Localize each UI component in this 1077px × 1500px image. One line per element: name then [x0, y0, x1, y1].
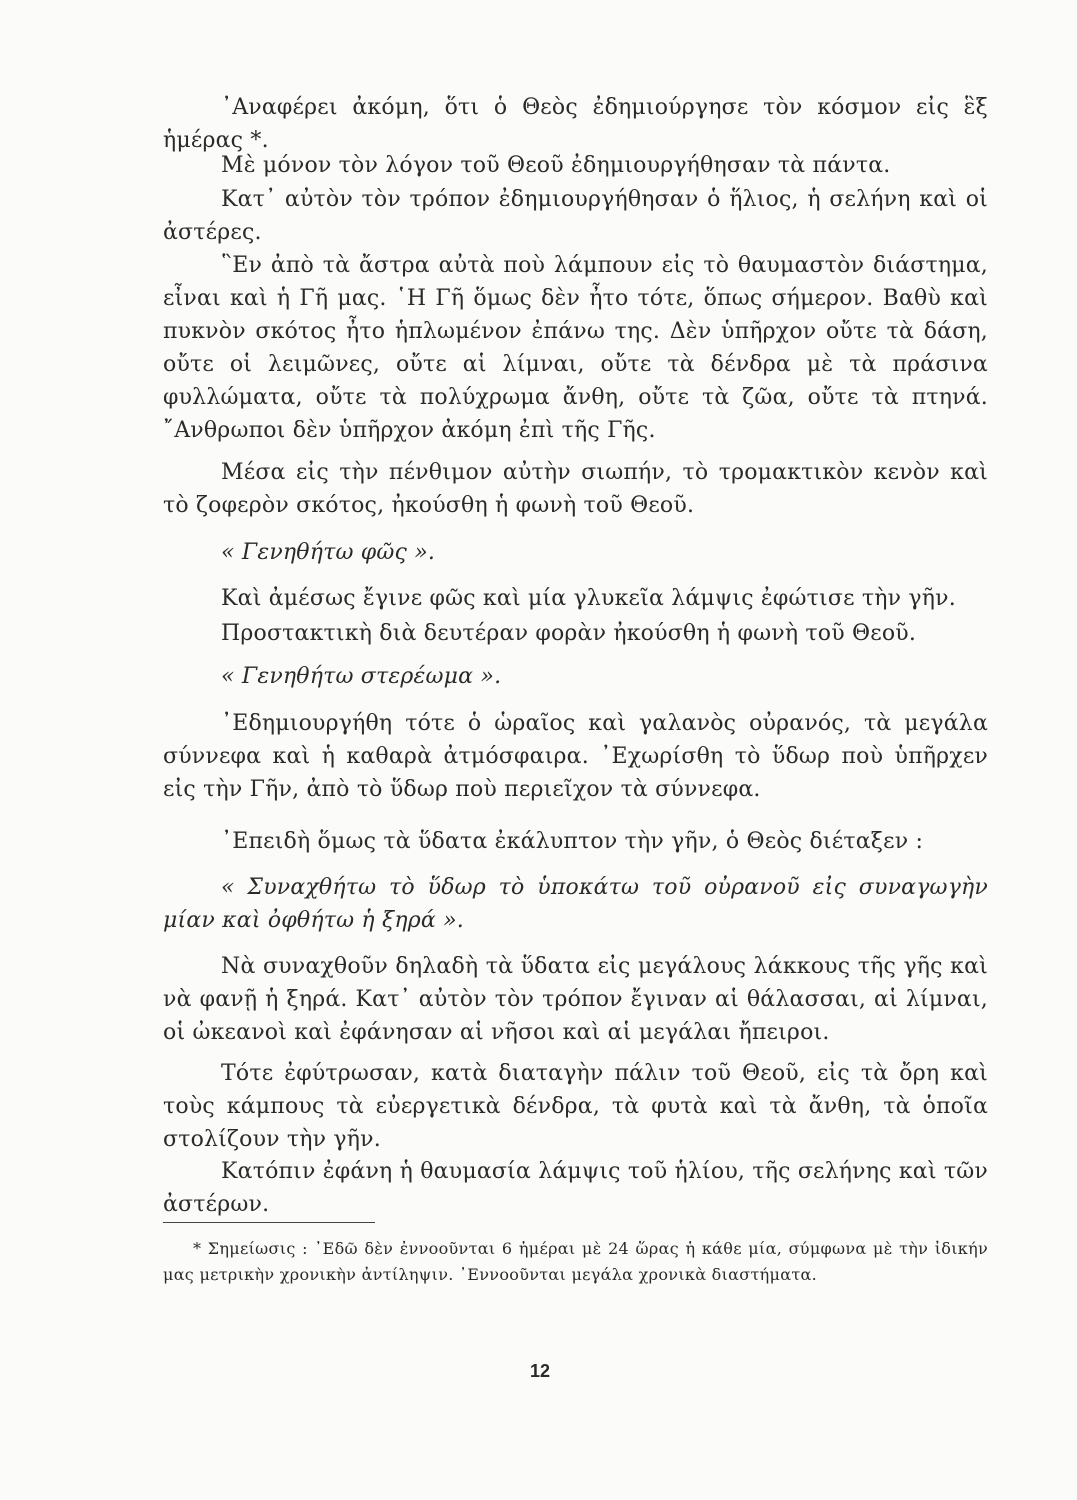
paragraph-voice-of-god: Μέσα εἰς τὴν πένθιμον αὐτὴν σιωπήν, τὸ τρομακτικὸν κενὸν καὶ τὸ ζοφερὸν σκότος, ἠκούσθη ἡ φωνὴ τοῦ Θεοῦ. — [163, 460, 988, 518]
paragraph-second-command: Προστακτικὴ διὰ δευτέραν φορὰν ἠκούσθη ἡ φωνὴ τοῦ Θεοῦ. — [221, 621, 917, 646]
paragraph-word-of-god: Μὲ μόνον τὸν λόγον τοῦ Θεοῦ ἐδημιουργήθησαν τὰ πάντα. — [221, 153, 891, 178]
paragraph-light-appeared: Καὶ ἀμέσως ἔγινε φῶς καὶ μία γλυκεῖα λάμψις ἐφώτισε τὴν γῆν. — [221, 586, 956, 611]
paragraph-sky-created: ᾿Εδημιουργήθη τότε ὁ ὡραῖος καὶ γαλανὸς οὐρανός, τὰ μεγάλα σύννεφα καὶ ἡ καθαρὰ ἀτμόσφαιρα. ᾿Εχωρίσθη τὸ ὕδωρ ποὺ ὑπῆρχεν εἰς τὴν Γῆν, ἀπὸ τὸ ὕδωρ ποὺ περιεῖχον τὰ σύννεφα. — [163, 711, 988, 802]
paragraph-earth-darkness: ῝Εν ἀπὸ τὰ ἄστρα αὐτὰ ποὺ λάμπουν εἰς τὸ θαυμαστὸν διάστημα, εἶναι καὶ ἡ Γῆ μας. ῾Η Γῆ ὅμως δὲν ἦτο τότε, ὅπως σήμερον. Βαθὺ καὶ πυκνὸν σκότος ἦτο ἡπλωμένον ἐπάνω της. Δὲν ὑπῆρχον οὔτε τὰ δάση, οὔτε οἱ λειμῶνες, οὔτε αἱ λίμναι, οὔτε τὰ δένδρα μὲ τὰ πράσινα φυλλώματα, οὔτε τὰ πολύχρωμα ἄνθη, οὔτε τὰ ζῶα, οὔτε τὰ πτηνά. ῎Ανθρωποι δὲν ὑπῆρχον ἀκόμη ἐπὶ τῆς Γῆς. — [163, 253, 988, 443]
paragraph-sun-shine: Κατόπιν ἐφάνη ἡ θαυμασία λάμψις τοῦ ἡλίου, τῆς σελήνης καὶ τῶν ἀστέρων. — [163, 1159, 988, 1217]
page-number: 12 — [529, 1361, 551, 1381]
quote-gather-waters: « Συναχθήτω τὸ ὕδωρ τὸ ὑποκάτω τοῦ οὐρανοῦ εἰς συναγωγὴν μίαν καὶ ὀφθήτω ἡ ξηρά ». — [163, 875, 988, 933]
footnote-divider — [163, 1222, 375, 1223]
quote-firmament: « Γενηθήτω στερέωμα ». — [221, 664, 502, 689]
quote-let-there-be-light: « Γενηθήτω φῶς ». — [221, 540, 436, 565]
paragraph-waters-covered: ᾿Επειδὴ ὅμως τὰ ὕδατα ἐκάλυπτον τὴν γῆν, ὁ Θεὸς διέταξεν : — [221, 829, 924, 854]
paragraph-plants: Τότε ἐφύτρωσαν, κατὰ διαταγὴν πάλιν τοῦ Θεοῦ, εἰς τὰ ὄρη καὶ τοὺς κάμπους τὰ εὐεργετικὰ δένδρα, τὰ φυτὰ καὶ τὰ ἄνθη, τὰ ὁποῖα στολίζουν τὴν γῆν. — [163, 1061, 988, 1152]
paragraph-seas-formed: Νὰ συναχθοῦν δηλαδὴ τὰ ὕδατα εἰς μεγάλους λάκκους τῆς γῆς καὶ νὰ φανῇ ἡ ξηρά. Κατ᾿ αὐτὸν τὸν τρόπον ἔγιναν αἱ θάλασσαι, αἱ λίμναι, οἱ ὠκεανοὶ καὶ ἐφάνησαν αἱ νῆσοι καὶ αἱ μεγάλαι ἤπειροι. — [163, 954, 988, 1045]
footnote: * Σημείωσις : ᾿Εδῶ δὲν ἐννοοῦνται 6 ἡμέραι μὲ 24 ὥρας ἡ κάθε μία, σύμφωνα μὲ τὴν ἰδικήν μας μετρικὴν χρονικὴν ἀντίληψιν. ᾿Εννοοῦνται μεγάλα χρονικὰ διαστήματα. — [163, 1239, 988, 1284]
paragraph-sun-moon-stars: Κατ᾿ αὐτὸν τὸν τρόπον ἐδημιουργήθησαν ὁ ἥλιος, ἡ σελήνη καὶ οἱ ἀστέρες. — [163, 187, 988, 245]
paragraph-six-days: ᾿Αναφέρει ἀκόμη, ὅτι ὁ Θεὸς ἐδημιούργησε τὸν κόσμον εἰς ἓξ ἡμέρας *. — [163, 95, 988, 153]
